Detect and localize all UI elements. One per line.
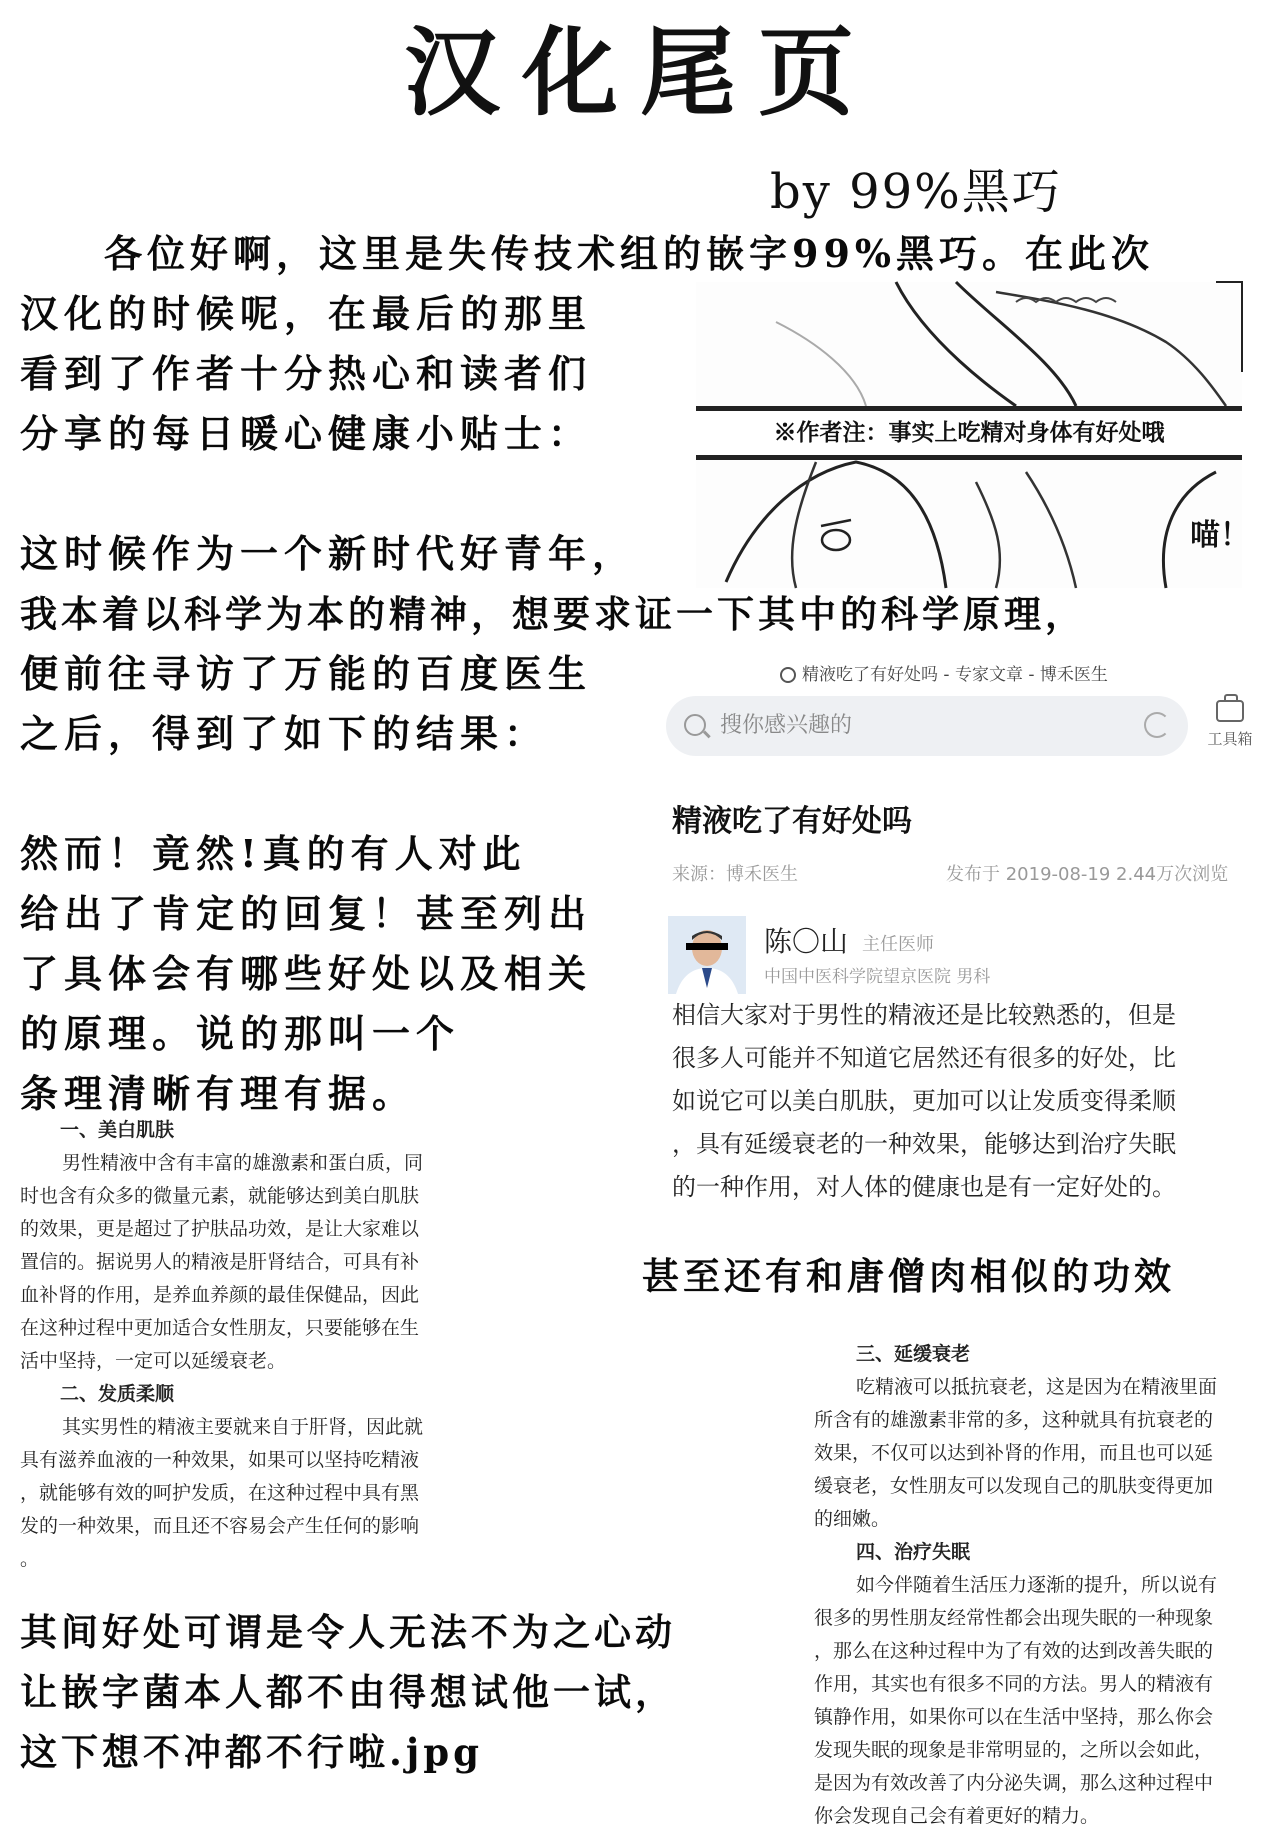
baidu-body-line-2: 很多人可能并不知道它居然还有很多的好处，比 (672, 1044, 1176, 1072)
baidu-url-text: 精液吃了有好处吗 - 专家文章 - 博禾医生 (802, 665, 1108, 685)
para2-line-3: 便前往寻访了万能的百度医生 (20, 651, 593, 696)
left-p1-line-1: 男性精液中含有丰富的雄激素和蛋白质，同 (62, 1152, 424, 1174)
intro-line-3: 看到了作者十分热心和读者们 (20, 351, 593, 396)
left-p1-line-2: 时也含有众多的微量元素，就能够达到美白肌肤 (20, 1185, 420, 1207)
para3-line-5: 条理清晰有理有据。 (20, 1071, 417, 1116)
right-p3-line-5: 的细嫩。 (814, 1508, 891, 1530)
doctor-avatar[interactable] (668, 916, 746, 994)
baidu-body-line-1: 相信大家对于男性的精液还是比较熟悉的，但是 (672, 1001, 1176, 1029)
left-p2-line-1: 其实男性的精液主要就来自于肝肾，因此就 (62, 1416, 424, 1438)
doctor-title: 主任医师 (862, 934, 934, 955)
closing-line-1: 其间好处可谓是令人无法不为之心动 (20, 1610, 676, 1654)
intro-line-1: 各位好啊，这里是失传技术组的嵌字99%黑巧。在此次 (104, 231, 1154, 276)
para2-line-1: 这时候作为一个新时代好青年， (20, 531, 637, 576)
para2-line-2: 我本着以科学为本的精神，想要求证一下其中的科学原理， (20, 592, 1086, 636)
baidu-article-source[interactable]: 来源：博禾医生 (672, 864, 798, 885)
right-p4-line-4: 作用，其实也有很多不同的方法。男人的精液有 (814, 1673, 1214, 1695)
left-p2-line-4: 发的一种效果，而且还不容易会产生任何的影响 (20, 1515, 420, 1537)
right-p3-line-1: 吃精液可以抵抗衰老，这是因为在精液里面 (856, 1376, 1218, 1398)
left-heading-1: 一、美白肌肤 (60, 1119, 175, 1141)
left-p2-line-5: 。 (20, 1548, 40, 1570)
closing-line-2: 让嵌字菌本人都不由得想试他一试， (20, 1670, 676, 1714)
para3-line-3: 了具体会有哪些好处以及相关 (20, 951, 593, 996)
right-p4-line-2: 很多的男性朋友经常性都会出现失眠的一种现象 (814, 1607, 1214, 1629)
byline: by 99%黑巧 (770, 164, 1062, 220)
right-p4-line-8: 你会发现自己会有着更好的精力。 (814, 1805, 1100, 1827)
page-title: 汉化尾页 (404, 16, 876, 129)
doctor-avatar-drawing (668, 916, 746, 994)
left-p1-line-5: 血补肾的作用，是养血养颜的最佳保健品，因此 (20, 1284, 420, 1306)
manga-panel-image (696, 282, 1250, 588)
intro-line-4: 分享的每日暖心健康小贴士： (20, 411, 593, 456)
baidu-search-input[interactable] (666, 696, 1188, 756)
toolbox-icon (1216, 700, 1244, 722)
right-p4-line-1: 如今伴随着生活压力逐渐的提升，所以说有 (856, 1574, 1218, 1596)
para3-line-1: 然而！竟然!真的有人对此 (20, 831, 527, 876)
baidu-article-meta: 发布于 2019-08-19 2.44万次浏览 (946, 864, 1229, 885)
para3-line-2: 给出了肯定的回复！甚至列出 (20, 891, 593, 936)
doctor-hospital: 中国中医科学院望京医院 男科 (764, 967, 991, 987)
left-p1-line-7: 活中坚持，一定可以延缓衰老。 (20, 1350, 287, 1372)
right-heading-3: 三、延缓衰老 (856, 1343, 971, 1365)
closing-line-3: 这下想不冲都不行啦.jpg (20, 1730, 484, 1774)
right-p4-line-5: 镇静作用，如果你可以在生活中坚持，那么你会 (814, 1706, 1214, 1728)
right-p4-line-6: 发现失眠的现象是非常明显的，之所以会如此， (814, 1739, 1214, 1761)
left-p2-line-2: 具有滋养血液的一种效果，如果可以坚持吃精液 (20, 1449, 420, 1471)
baidu-body-line-3: 如说它可以美白肌肤，更加可以让发质变得柔顺 (672, 1087, 1176, 1115)
right-p3-line-4: 缓衰老，女性朋友可以发现自己的肌肤变得更加 (814, 1475, 1214, 1497)
left-p1-line-6: 在这种过程中更加适合女性朋友，只要能够在生 (20, 1317, 420, 1339)
globe-icon (780, 667, 796, 683)
left-p1-line-4: 置信的。据说男人的精液是肝肾结合，可具有补 (20, 1251, 420, 1273)
manga-meow-text: 喵！ (1190, 518, 1250, 553)
left-heading-2: 二、发质柔顺 (60, 1383, 175, 1405)
toolbox-button[interactable] (1198, 696, 1262, 749)
right-p3-line-2: 所含有的雄激素非常的多，这种就具有抗衰老的 (814, 1409, 1214, 1431)
toolbox-label: 工具箱 (1207, 730, 1253, 748)
baidu-url-bar[interactable] (780, 660, 1108, 685)
baidu-article-title: 精液吃了有好处吗 (672, 804, 912, 839)
intro-line-2: 汉化的时候呢，在最后的那里 (20, 291, 593, 336)
right-p4-line-7: 是因为有效改善了内分泌失调，那么这种过程中 (814, 1772, 1214, 1794)
left-p2-line-3: ，就能够有效的呵护发质，在这种过程中具有黑 (20, 1482, 420, 1504)
baidu-body-line-5: 的一种作用，对人体的健康也是有一定好处的。 (672, 1173, 1176, 1201)
baidu-body-line-4: ，具有延缓衰老的一种效果，能够达到治疗失眠 (672, 1130, 1176, 1158)
right-p4-line-3: ，那么在这种过程中为了有效的达到改善失眠的 (814, 1640, 1214, 1662)
refresh-icon[interactable] (1144, 712, 1170, 738)
right-heading-4: 四、治疗失眠 (856, 1541, 971, 1563)
right-p3-line-3: 效果，不仅可以达到补肾的作用，而且也可以延 (814, 1442, 1214, 1464)
doctor-name[interactable]: 陈〇山 (764, 925, 849, 958)
search-placeholder: 搜你感兴趣的 (720, 713, 853, 738)
para3-line-4: 的原理。说的那叫一个 (20, 1011, 461, 1056)
left-p1-line-3: 的效果，更是超过了护肤品功效，是让大家难以 (20, 1218, 420, 1240)
para2-line-4: 之后，得到了如下的结果： (20, 711, 549, 756)
manga-caption: ※作者注：事实上吃精对身体有好处哦 (696, 406, 1242, 460)
search-icon (684, 714, 706, 736)
emphasis-text: 甚至还有和唐僧肉相似的功效 (642, 1254, 1175, 1298)
